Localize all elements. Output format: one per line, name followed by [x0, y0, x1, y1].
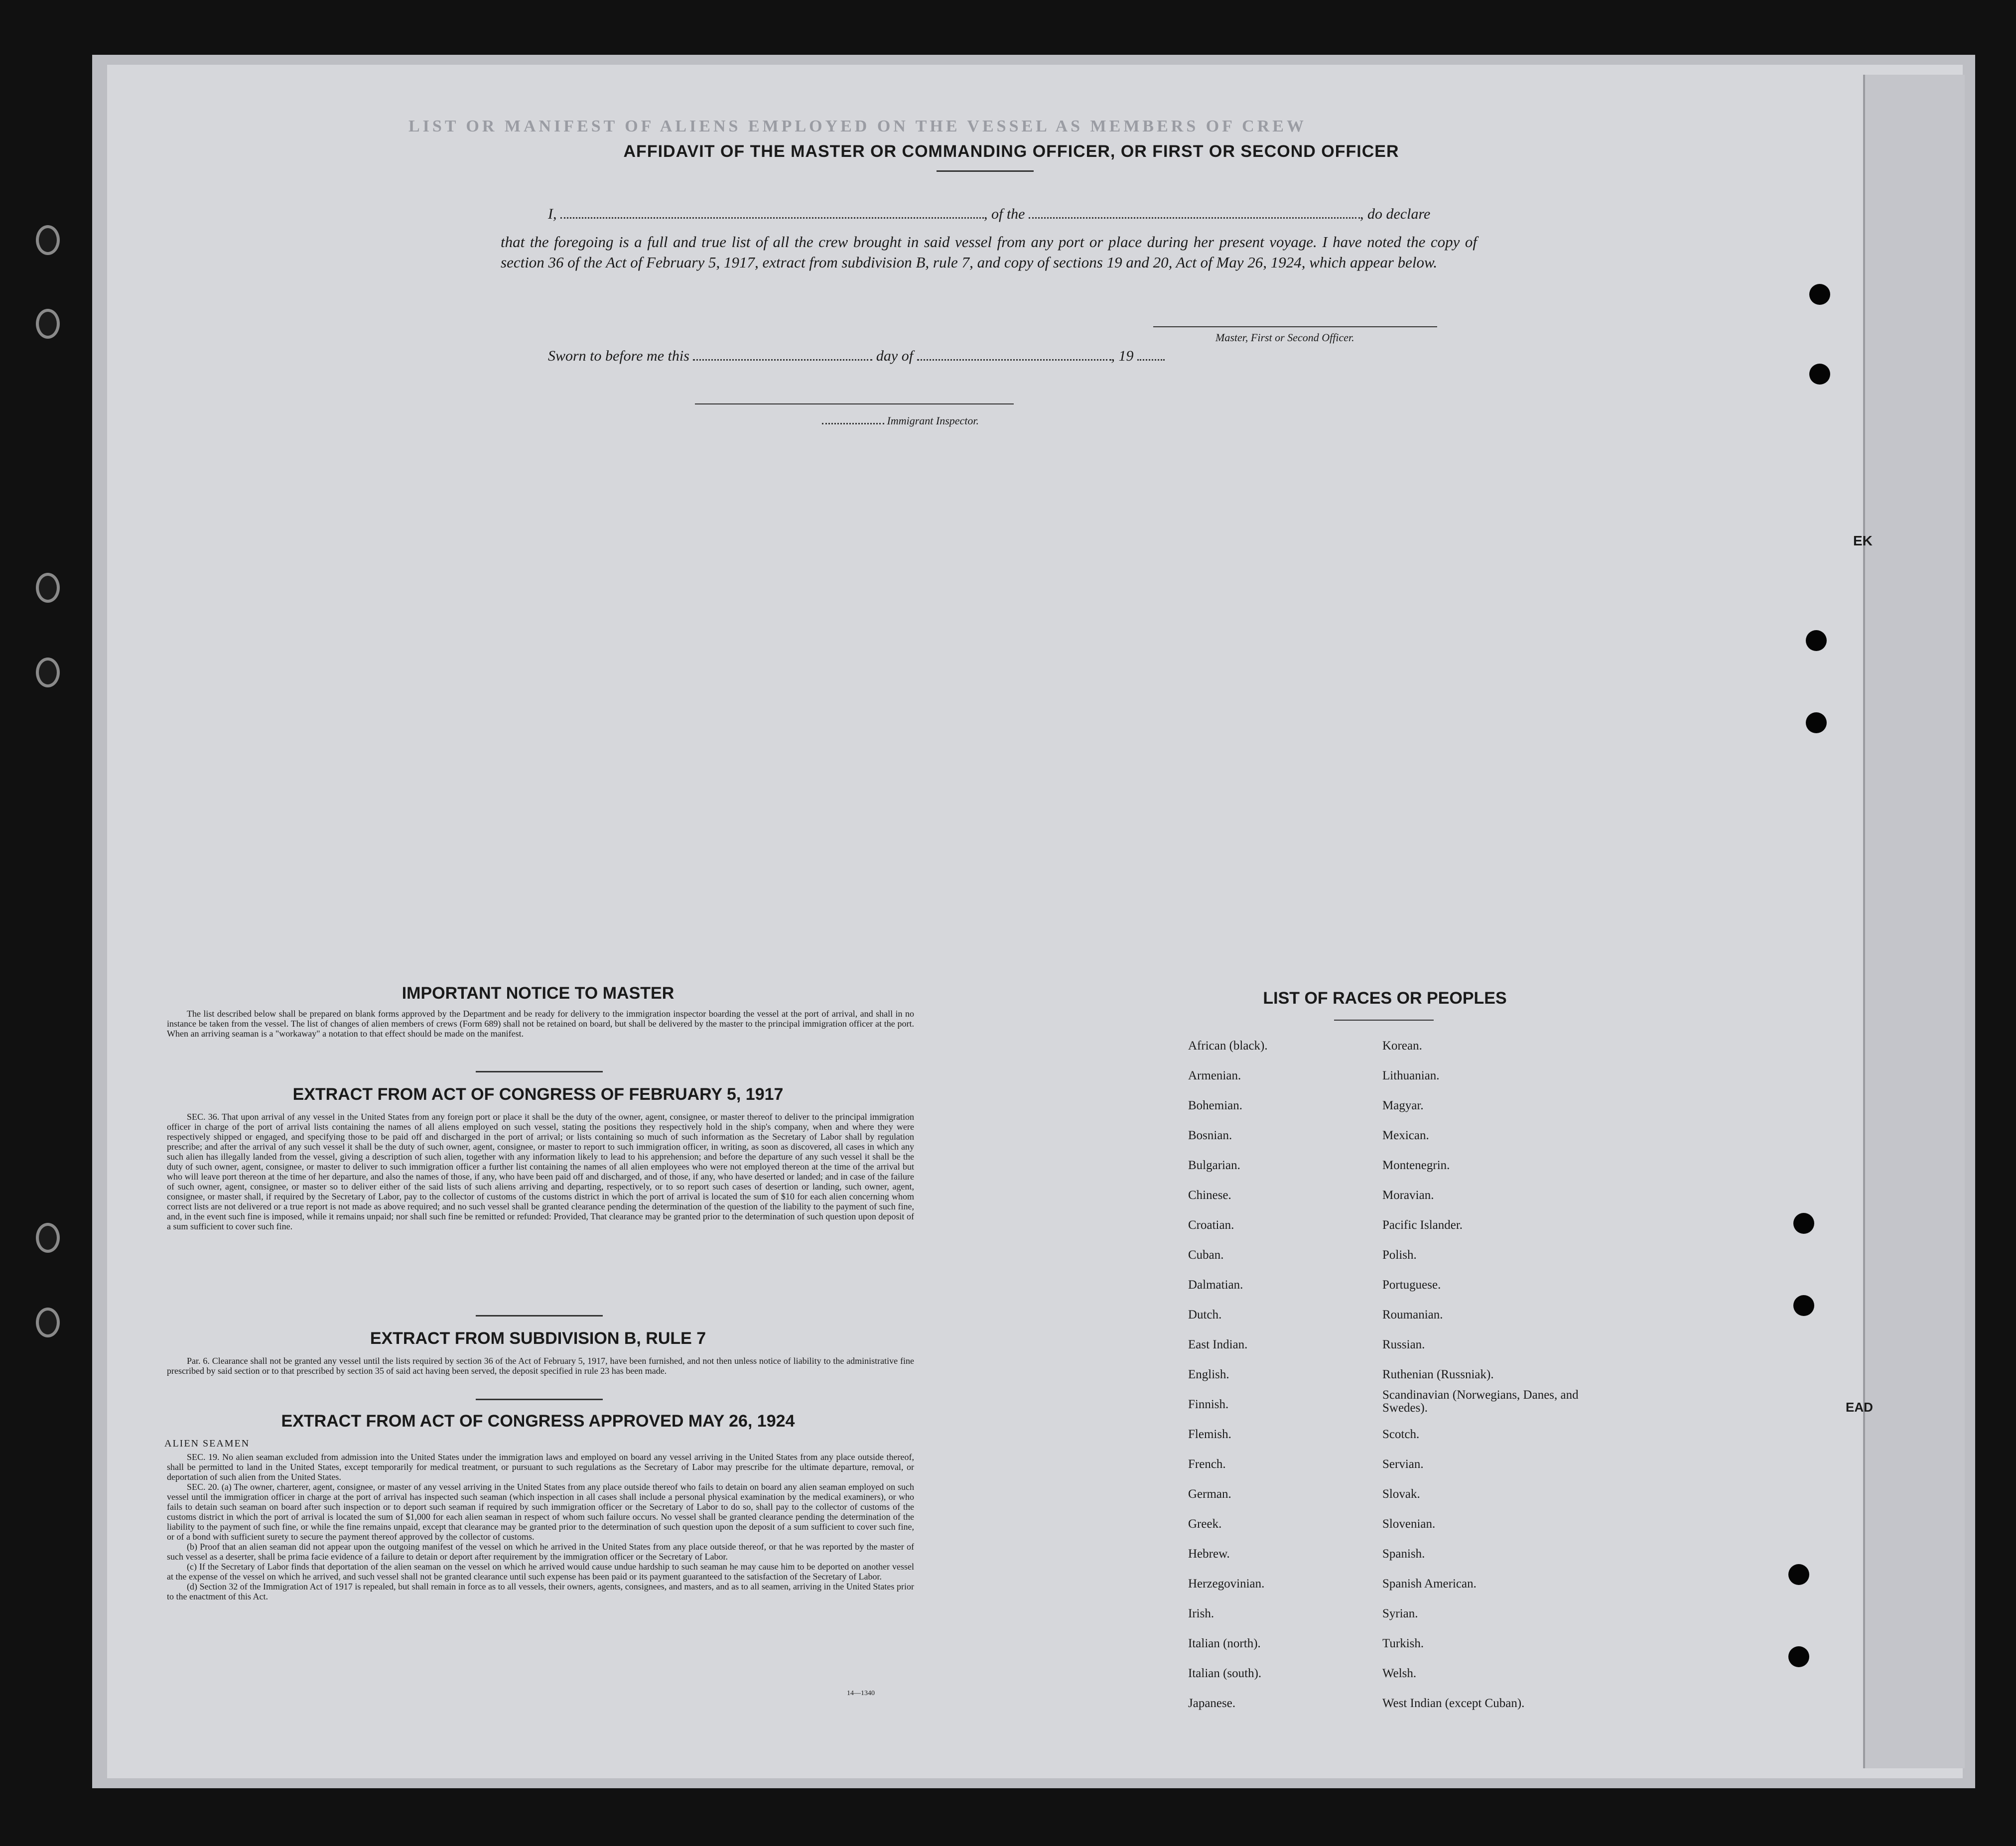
edge-mark: EAD [1846, 1400, 1873, 1415]
punch-hole [36, 658, 60, 687]
section-20c-paragraph: (c) If the Secretary of Labor finds that deportation of the alien seaman on the vessel on which he arrived would cause undue hardship to such seaman he may cause him to be deported on another vessel at the expense of the vessel on which he arrived, and such vessel shall not be granted clearance until such expense has been paid or its payment guaranteed to the satisfaction of the Secretary of Labor. [167, 1562, 914, 1582]
form-number: 14—1340 [847, 1690, 875, 1697]
punch-hole [1793, 1295, 1814, 1316]
punch-hole [36, 225, 60, 255]
race-item: East Indian. [1188, 1338, 1248, 1351]
punch-hole [36, 573, 60, 603]
divider [476, 1399, 603, 1400]
race-item: Italian (south). [1188, 1667, 1262, 1680]
race-item: Herzegovinian. [1188, 1577, 1265, 1590]
sworn-text: Sworn to before me this [548, 348, 689, 364]
underlying-sheet-edge [1863, 75, 1965, 1768]
divider [476, 1315, 603, 1317]
divider [937, 170, 1034, 172]
divider [476, 1071, 603, 1072]
race-item: Bulgarian. [1188, 1159, 1240, 1172]
race-item: Moravian. [1382, 1188, 1434, 1202]
race-item: Syrian. [1382, 1607, 1418, 1620]
race-item: Italian (north). [1188, 1637, 1261, 1650]
signature-line[interactable] [1153, 326, 1437, 327]
race-item: Welsh. [1382, 1667, 1417, 1680]
sworn-month-blank[interactable] [917, 347, 1111, 361]
vessel-blank[interactable] [1029, 205, 1360, 219]
punch-hole [1793, 1213, 1814, 1234]
section-36-paragraph: SEC. 36. That upon arrival of any vessel in the United States from any foreign port or place it shall be the duty of the owner, agent, consignee, or master thereof to deliver to the principal immigration officer in charge of the port of arrival lists containing the names of all aliens employed on such vessel, stating the positions they respectively hold in the ship's company, when and where they were respectively shipped or engaged, and specifying those to be paid off and discharged in the port of arrival; or lists containing so much of such information as the Secretary of Labor shall by regulation prescribe; and after the arrival of any such vessel it shall be the duty of such owner, agent, consignee, or master to report to such immigration officer, in writing, as soon as discovered, all cases in which any such alien has illegally landed from the vessel, giving a description of such alien, together with any information likely to lead to his apprehension; and before the departure of any such vessel it shall be the duty of such owner, agent, consignee, or master to deliver to such immigration officer a further list containing the names of all alien employees who were not employed thereon at the time of the arrival but who will leave port thereon at the time of her departure, and also the names of those, if any, who have been paid off and discharged, and of those, if any, who have deserted or landed; and in case of the failure of such owner, agent, consignee, or master so to deliver either of the said lists of such aliens arriving and departing, respectively, or to so report such cases of desertion or landing, such owner, agent, consignee, or master shall, if required by the Secretary of Labor, pay to the collector of customs of the customs district in which the port of arrival is located the sum of $10 for each alien concerning whom correct lists are not delivered or a true report is not made as above required; and no such vessel shall be granted clearance pending the determination of the question of the liability to the payment of such fine, and, in the event such fine is imposed, while it remains unpaid; nor shall such fine be remitted or refunded: Provided, That clearance may be granted prior to the determination of such question upon deposit of a sum sufficient to cover such fine. [167, 1112, 914, 1231]
race-item: Scotch. [1382, 1428, 1420, 1441]
year-prefix: , 19 [1111, 348, 1134, 364]
year-blank[interactable] [1137, 347, 1165, 361]
sworn-line [548, 347, 1165, 365]
race-item: Mexican. [1382, 1129, 1429, 1142]
races-title: LIST OF RACES OR PEOPLES [1263, 989, 1507, 1008]
race-item: English. [1188, 1368, 1229, 1381]
day-of-text: day of [876, 348, 914, 364]
race-item: Slovenian. [1382, 1517, 1436, 1531]
race-item: Servian. [1382, 1457, 1424, 1471]
race-item: Russian. [1382, 1338, 1425, 1351]
punch-hole [36, 1308, 60, 1337]
race-item: Spanish. [1382, 1547, 1425, 1561]
section-19-paragraph: SEC. 19. No alien seaman excluded from admission into the United States under the immigration laws and employed on board any vessel arriving in the United States from any place outside thereof, shall be permitted to land in the United States, except temporarily for medical treatment, or pursuant to such regulations as the Secretary of Labor may prescribe for the ultimate departure, removal, or deportation of such alien from the United States. [167, 1452, 914, 1482]
inspector-line [822, 414, 979, 427]
extract-1917-text [167, 1112, 914, 1231]
bleed-through-text: LIST OR MANIFEST OF ALIENS EMPLOYED ON THE VESSEL AS MEMBERS OF CREW [408, 117, 1307, 135]
race-item: German. [1188, 1487, 1231, 1501]
inspector-blank[interactable] [822, 416, 884, 424]
race-item: Turkish. [1382, 1637, 1424, 1650]
race-item: Hebrew. [1188, 1547, 1230, 1561]
inspector-signature-line[interactable] [695, 403, 1014, 404]
race-item: West Indian (except Cuban). [1382, 1697, 1525, 1710]
race-item: Irish. [1188, 1607, 1214, 1620]
race-item: Armenian. [1188, 1069, 1241, 1082]
notice-text [167, 1009, 914, 1039]
punch-hole [36, 1223, 60, 1253]
affidavit-body: that the foregoing is a full and true list of all the crew brought in said vessel from any port or place during her present voyage. I have noted the copy of section 36 of the Act of February 5, 1917, extract from subdivision B, rule 7, and copy of sections 19 and 20, Act of May 26, 1924, which appear below. [501, 233, 1477, 271]
punch-hole [1788, 1646, 1809, 1667]
par-6-paragraph: Par. 6. Clearance shall not be granted any vessel until the lists required by section 36 of the Act of February 5, 1917, have been furnished, and not then unless notice of liability to the administrative fine prescribed by said section or to that prescribed by section 35 of said act having been served, the deposit specified in rule 23 has been made. [167, 1356, 914, 1376]
section-20d-paragraph: (d) Section 32 of the Immigration Act of 1917 is repealed, but shall remain in force as to all vessels, their owners, agents, consignees, and masters, and as to all seamen, arriving in the United States prior to the enactment of this Act. [167, 1582, 914, 1601]
inspector-label: Immigrant Inspector. [887, 414, 979, 427]
race-item: Bohemian. [1188, 1099, 1243, 1112]
punch-hole [1788, 1564, 1809, 1585]
punch-hole [1806, 712, 1827, 733]
affidavit-title: AFFIDAVIT OF THE MASTER OR COMMANDING OFFICER, OR FIRST OR SECOND OFFICER [623, 142, 1399, 161]
punch-hole [1809, 284, 1830, 305]
name-blank[interactable] [560, 205, 984, 219]
race-item: African (black). [1188, 1039, 1268, 1053]
affidavit-i: I, [548, 206, 557, 222]
race-item: Spanish American. [1382, 1577, 1477, 1590]
race-item: Flemish. [1188, 1428, 1231, 1441]
notice-title: IMPORTANT NOTICE TO MASTER [402, 984, 674, 1003]
race-item: Lithuanian. [1382, 1069, 1440, 1082]
affidavit-declare: , do declare [1360, 206, 1431, 222]
race-item: Slovak. [1382, 1487, 1420, 1501]
edge-mark: EK [1853, 533, 1873, 548]
section-20a-paragraph: SEC. 20. (a) The owner, charterer, agent, consignee, or master of any vessel arriving in the United States from any place outside thereof who fails to detain on board any alien seaman employed on such vessel until the immigration officer in charge at the port of arrival has inspected such seaman (which inspection in all cases shall include a personal physical examination by the medical examiners), or who fails to detain such seaman on board after such inspection or to deport such seaman if required by such immigration officer or the Secretary of Labor to do so, shall pay to the collector of customs of the customs district in which the port of arrival is located the sum of $1,000 for each alien seaman in respect of whom such failure occurs. No vessel shall be granted clearance pending the determination of the liability to the payment of such fine, or while the fine remains unpaid, except that clearance may be granted prior to the determination of such question upon the deposit of a sum sufficient to cover such fine, or of a bond with sufficient surety to secure the payment thereof approved by the collector of customs. [167, 1482, 914, 1542]
sworn-day-blank[interactable] [693, 347, 872, 361]
extract-1924-title: EXTRACT FROM ACT OF CONGRESS APPROVED MAY 26, 1924 [281, 1412, 795, 1431]
race-item: Greek. [1188, 1517, 1222, 1531]
race-item: Portuguese. [1382, 1278, 1441, 1292]
race-item: Scandinavian (Norwegians, Danes, and Swedes). [1382, 1388, 1579, 1415]
race-item: Chinese. [1188, 1188, 1231, 1202]
extract-1917-title: EXTRACT FROM ACT OF CONGRESS OF FEBRUARY 5, 1917 [292, 1085, 784, 1104]
race-item: Dalmatian. [1188, 1278, 1243, 1292]
race-item: Polish. [1382, 1248, 1417, 1262]
race-item: Roumanian. [1382, 1308, 1443, 1321]
section-20b-paragraph: (b) Proof that an alien seaman did not appear upon the outgoing manifest of the vessel on which he arrived in the United States from any place outside thereof, or that he was reported by the master of such vessel as a deserter, shall be prima facie evidence of a failure to detain or deport after requirement by the immigration officer or the Secretary of Labor. [167, 1542, 914, 1562]
race-item: Magyar. [1382, 1099, 1424, 1112]
race-item: Croatian. [1188, 1218, 1234, 1232]
affidavit-declaration-line [548, 205, 1430, 223]
alien-seamen-subtitle: ALIEN SEAMEN [164, 1438, 250, 1449]
race-item: Bosnian. [1188, 1129, 1232, 1142]
race-item: Pacific Islander. [1382, 1218, 1463, 1232]
subdivision-b-text [167, 1356, 914, 1376]
subdivision-b-title: EXTRACT FROM SUBDIVISION B, RULE 7 [370, 1329, 706, 1348]
notice-paragraph: The list described below shall be prepared on blank forms approved by the Department and be ready for delivery to the immigration inspector boarding the vessel at the port of arrival, and shall in no instance be taken from the vessel. The list of changes of alien members of crews (Form 689) shall not be retained on board, but shall be delivered by the master to the principal immigration officer at the port. When an arriving seaman is a "workaway" a notation to that effect should be made on the manifest. [167, 1009, 914, 1039]
punch-hole [1809, 364, 1830, 385]
race-item: Japanese. [1188, 1697, 1236, 1710]
race-item: Dutch. [1188, 1308, 1222, 1321]
race-item: Ruthenian (Russniak). [1382, 1368, 1494, 1381]
punch-hole [1806, 630, 1827, 651]
race-item: French. [1188, 1457, 1226, 1471]
affidavit-of-the: , of the [984, 206, 1025, 222]
race-item: Montenegrin. [1382, 1159, 1450, 1172]
signature-label: Master, First or Second Officer. [1215, 331, 1354, 344]
extract-1924-text [167, 1452, 914, 1601]
race-item: Cuban. [1188, 1248, 1224, 1262]
race-item: Finnish. [1188, 1398, 1229, 1411]
divider [1334, 1020, 1434, 1021]
punch-hole [36, 309, 60, 339]
race-item: Korean. [1382, 1039, 1422, 1053]
